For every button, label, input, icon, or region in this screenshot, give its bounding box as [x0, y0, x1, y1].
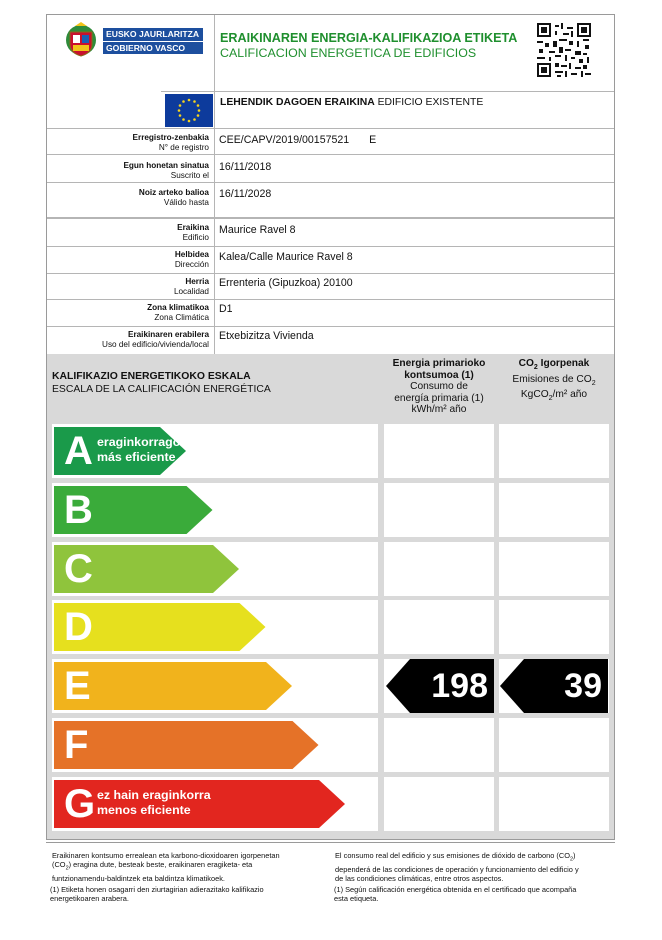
energy-cell-a [384, 424, 494, 478]
valid-date: 16/11/2028 [219, 188, 272, 200]
building-address: Kalea/Calle Maurice Ravel 8 [219, 251, 353, 263]
valid-label-eu: Noiz arteko balioa [138, 188, 209, 197]
class-letter-d: D [64, 605, 93, 650]
rating-scale [47, 354, 614, 839]
label-frame [46, 14, 615, 884]
climate-zone-label-es: Zona Climática [154, 313, 209, 322]
scale-title-eu: KALIFIKAZIO ENERGETIKOKO ESKALA [52, 371, 251, 382]
signed-date: 16/11/2018 [219, 161, 272, 173]
registry-number-label-es: N° de registro [158, 143, 209, 152]
building-label-eu: Eraikina [177, 223, 209, 232]
energy-cell-f [384, 718, 494, 772]
climate-zone: D1 [219, 303, 233, 315]
energy-cell-c [384, 542, 494, 596]
climate-zone-label-eu: Zona klimatikoa [147, 303, 209, 312]
use-label-eu: Eraikinaren erabilera [127, 330, 209, 339]
worst-label-eu: ez hain eraginkorra [97, 787, 211, 802]
class-letter-c: C [64, 546, 93, 591]
co2-cell-c [499, 542, 609, 596]
footnote-eu: (1) Etiketa honen osagarri den ziurtagirian adierazitako kalifikazio energetikoaren arabera. [50, 885, 264, 904]
building-label-es: Edificio [182, 233, 209, 242]
building-use: Etxebizitza Vivienda [219, 330, 314, 342]
best-label-es: más eficiente [97, 450, 176, 464]
class-letter-f: F [64, 723, 89, 767]
co2-cell-b [499, 483, 609, 537]
signed-label-eu: Egun honetan sinatua [123, 161, 209, 170]
address-label-eu: Helbidea [174, 250, 209, 259]
gov-name-es: GOBIERNO VASCO [106, 43, 186, 53]
gov-name-eu: EUSKO JAURLARITZA [106, 29, 200, 39]
class-letter-g: G [64, 781, 96, 826]
registry-number: CEE/CAPV/2019/00157521 E [219, 134, 377, 146]
co2-rating-value: 39 [564, 667, 602, 706]
label-title-es: CALIFICACION ENERGETICA DE EDIFICIOS [220, 46, 477, 60]
locality-label-eu: Herria [185, 277, 209, 286]
best-label-eu: eraginkorragoa [97, 435, 188, 449]
building-type: LEHENDIK DAGOEN ERAIKINA EDIFICIO EXISTENTE [220, 97, 484, 108]
footer-note-eu: Eraikinaren kontsumo errealean eta karbono-dioxidoaren igorpenetan $(CO_2)$ eragina dute, besteak beste, eraikinaren eragiketa- eta funtzionamendu-baldintzek eta baldintza klimatikoek. [52, 851, 280, 884]
class-letter-e: E [64, 664, 91, 709]
qr-code [537, 23, 591, 77]
building-name: Maurice Ravel 8 [219, 224, 296, 236]
coat-of-arms-icon [61, 20, 101, 60]
scale-title-es: ESCALA DE LA CALIFICACIÓN ENERGÉTICA [52, 384, 271, 395]
co2-column-header: $CO_2$ Igorpenak Emisiones de $CO_2$ KgCO$_2$/m² año [512, 358, 596, 403]
signed-label-es: Suscrito el [170, 171, 209, 180]
building-locality: Errenteria (Gipuzkoa) 20100 [219, 277, 353, 289]
locality-label-es: Localidad [173, 287, 209, 296]
energy-cell-g [384, 777, 494, 831]
footer-note-es: El consumo real del edificio y sus emisiones de dióxido de carbono $(CO_2)$ dependerá de las condiciones de operación y funcionamiento del edificio y de las condiciones climáticas, entre otros aspectos. [335, 851, 579, 884]
energy-cell-d [384, 600, 494, 654]
energy-rating-value: 198 [431, 667, 488, 706]
class-bar-f [54, 721, 323, 775]
use-label-es: Uso del edificio/vivienda/local [102, 340, 209, 349]
footnote-es: (1) Según calificación energética obtenida en el certificado que acompaña esta etiqueta. [334, 885, 577, 904]
co2-cell-d [499, 600, 609, 654]
class-letter-b: B [64, 487, 93, 532]
address-label-es: Dirección [174, 260, 209, 269]
co2-cell-a [499, 424, 609, 478]
eu-flag-icon [165, 94, 213, 127]
co2-cell-f [499, 718, 609, 772]
energy-cell-b [384, 483, 494, 537]
basque-gov-logo [61, 20, 201, 60]
co2-cell-g [499, 777, 609, 831]
energy-column-header: Energia primarioko kontsumoa (1) Consumo de energía primaria (1) kWh/m² año [392, 358, 486, 416]
class-letter-a: A [64, 429, 93, 473]
label-title-eu: ERAIKINAREN ENERGIA-KALIFIKAZIOA ETIKETA [220, 31, 518, 45]
valid-label-es: Válido hasta [163, 198, 209, 207]
worst-label-es: menos eficiente [97, 802, 191, 817]
registry-number-label-eu: Erregistro-zenbakia [132, 133, 209, 142]
